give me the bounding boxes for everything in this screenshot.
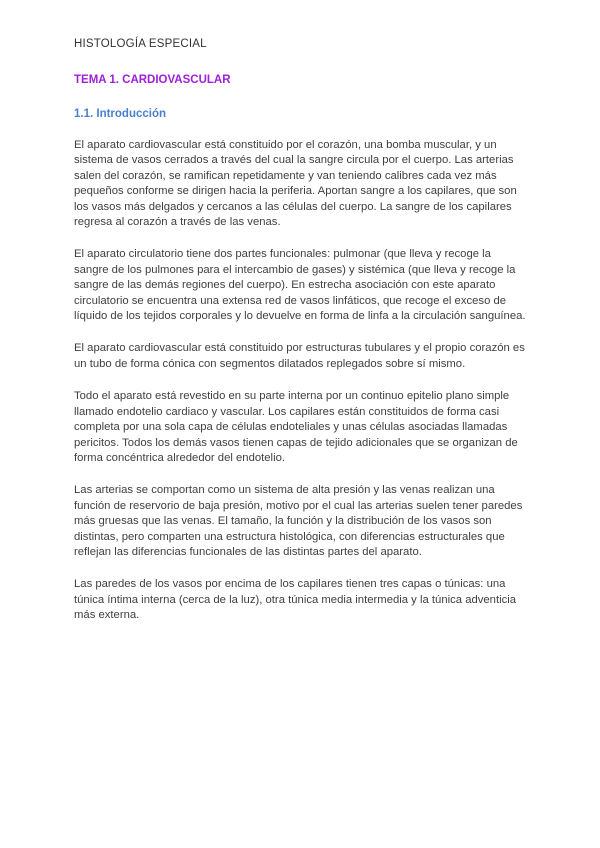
paragraph: Todo el aparato está revestido en su parte interna por un continuo epitelio plano simple llamado endotelio cardiaco y vascular. Los capilares están constituidos de forma casi completa por una sola capa de células endoteliales y unas células asociadas llamadas pericitos. Todos los demás vasos tienen capas de tejido adicionales que se organizan de forma concéntrica alrededor del endotelio.: [74, 390, 518, 464]
paragraph: Las paredes de los vasos por encima de los capilares tienen tres capas o túnicas: una túnica íntima interna (cerca de la luz), otra túnica media intermedia y la túnica adventicia más externa.: [74, 578, 517, 622]
running-header: HISTOLOGÍA ESPECIAL: [74, 38, 207, 50]
paragraph: Las arterias se comportan como un sistema de alta presión y las venas realizan una función de reservorio de baja presión, motivo por el cual las arterias suelen tener paredes más gruesas que las venas. El tamaño, la función y la distribución de los vasos son distintas, pero comparten una estructura histológica, con diferencias estructurales que reflejan las diferencias funcionales de las distintas partes del aparato.: [74, 484, 523, 558]
paragraph: El aparato cardiovascular está constituido por estructuras tubulares y el propio corazón es un tubo de forma cónica con segmentos dilatados replegados sobre sí mismo.: [74, 342, 525, 370]
section-title: 1.1. Introducción: [74, 108, 167, 120]
paragraph: El aparato circulatorio tiene dos partes funcionales: pulmonar (que lleva y recoge la sangre de los pulmones para el intercambio de gases) y sistémica (que lleva y recoge la sangre de las demás regiones del cuerpo). En estrecha asociación con este aparato circulatorio se encuentra una extensa red de vasos linfáticos, que recoge el exceso de líquido de los tejidos corporales y lo devuelve en forma de linfa a la circulación sanguínea.: [74, 248, 526, 323]
body-text: [74, 138, 526, 624]
paragraph: El aparato cardiovascular está constituido por el corazón, una bomba muscular, y un sistema de vasos cerrados a través del cual la sangre circula por el cuerpo. Las arterias salen del corazón, se ramifican repetidamente y van teniendo calibres cada vez más pequeños conforme se dirigen hacia la periferia. Aportan sangre a los capilares, que son los vasos más delgados y cercanos a las células del cuerpo. La sangre de los capilares regresa al corazón a través de las venas.: [74, 139, 517, 229]
topic-title: TEMA 1. CARDIOVASCULAR: [74, 74, 231, 86]
